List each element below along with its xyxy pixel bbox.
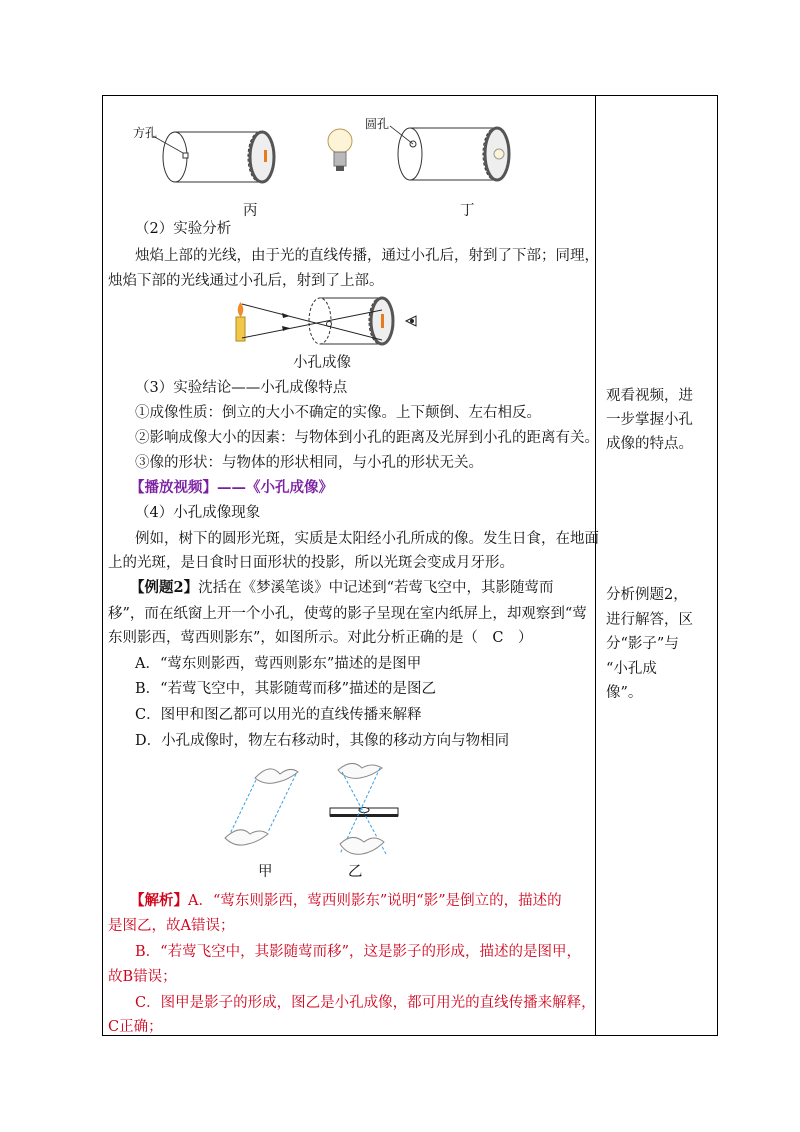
- analysis-heading: （2）实验分析: [135, 221, 232, 237]
- option-a: A．“莺东则影西，莺西则影东”描述的是图甲: [135, 656, 422, 672]
- option-b: B．“若莺飞空中，其影随莺而移”描述的是图乙: [135, 681, 436, 697]
- caption-jia: 甲: [258, 864, 273, 880]
- birds-shadow-figure: [220, 758, 420, 868]
- pinhole-imaging-figure: [230, 292, 430, 352]
- analysis-line-2: 烛焰下部的光线通过小孔后，射到了上部。: [108, 273, 384, 289]
- bird-jia-shadow-icon: [225, 830, 268, 845]
- conclusion-point-2: ②影响成像大小的因素：与物体到小孔的距离及光屏到小孔的距离有关。: [135, 430, 599, 446]
- sidebar-note-2-line-4: “小孔成: [606, 661, 657, 677]
- conclusion-point-3: ③像的形状：与物体的形状相同，与小孔的形状无关。: [135, 455, 483, 471]
- caption-ding: 丁: [460, 203, 475, 219]
- analysis-line-1: 烛焰上部的光线，由于光的直线传播，通过小孔后，射到了下部；同理，: [135, 248, 599, 264]
- phenomena-line-2: 上的光斑，是日食时日面形状的投影，所以光斑会变成月牙形。: [108, 555, 514, 571]
- solution-line-4: 故B错误；: [108, 969, 177, 985]
- conclusion-heading: （3）实验结论——小孔成像特点: [135, 380, 348, 396]
- column-divider: [595, 95, 596, 1036]
- solution-line-3: B．“若莺飞空中，其影随莺而移”，这是影子的形成，描述的是图甲，: [135, 944, 581, 960]
- sidebar-note-2-line-5: 像”。: [606, 685, 643, 701]
- solution-label: 【解析】: [130, 892, 188, 909]
- solution-text-1: A．“莺东则影西，莺西则影东”说明“影”是倒立的，描述的: [188, 893, 562, 909]
- sidebar-note-2-line-3: 分“影子”与: [606, 636, 679, 652]
- play-video-label: 【播放视频】——《小孔成像》: [130, 479, 333, 496]
- phenomena-line-1: 例如，树下的圆形光斑，实质是太阳经小孔所成的像。发生日食，在地面: [135, 531, 599, 547]
- bird-yi-top-icon: [338, 763, 382, 778]
- option-c: C．图甲和图乙都可以用光的直线传播来解释: [135, 707, 422, 723]
- bird-yi-image-icon: [340, 837, 384, 854]
- label-fang-kong: 方孔: [133, 126, 158, 140]
- phenomena-heading: （4）小孔成像现象: [135, 505, 261, 521]
- sidebar-note-2-line-2: 进行解答，区: [606, 612, 693, 628]
- sidebar-note-1-line-3: 成像的特点。: [606, 436, 693, 452]
- caption-bing: 丙: [243, 203, 258, 219]
- bird-jia-top-icon: [255, 769, 298, 783]
- lamp-bulb-icon: [325, 125, 355, 175]
- sidebar-note-1-line-1: 观看视频，进: [606, 388, 693, 404]
- example-text-1: 沈括在《梦溪笔谈》中记述到“若莺飞空中，其影随莺而: [198, 580, 554, 596]
- label-yuan-kong: 圆孔: [365, 117, 390, 131]
- example-line-1: [130, 578, 554, 598]
- solution-line-1: [130, 891, 562, 911]
- sidebar-note-2-line-1: 分析例题2，: [606, 587, 688, 603]
- sidebar-note-1-line-2: 一步掌握小孔: [606, 412, 693, 428]
- solution-line-6: C正确；: [108, 1019, 163, 1035]
- cylinder-round-hole-figure: [375, 118, 535, 198]
- caption-yi: 乙: [348, 864, 363, 880]
- solution-line-2: 是图乙，故A错误；: [108, 918, 235, 934]
- caption-pinhole: 小孔成像: [293, 355, 351, 371]
- example-line-2: 移”，而在纸窗上开一个小孔，使莺的影子呈现在室内纸屏上，却观察到“莺: [108, 606, 587, 622]
- option-d: D．小孔成像时，物左右移动时，其像的移动方向与物相同: [135, 733, 510, 749]
- example-label: 【例题2】: [130, 579, 199, 596]
- example-line-3: 东则影西，莺西则影东”，如图所示。对此分析正确的是（ C ）: [108, 630, 533, 646]
- conclusion-point-1: ①成像性质：倒立的大小不确定的实像。上下颠倒、左右相反。: [135, 405, 541, 421]
- solution-line-5: C．图甲是影子的形成，图乙是小孔成像，都可用光的直线传播来解释，: [135, 995, 596, 1011]
